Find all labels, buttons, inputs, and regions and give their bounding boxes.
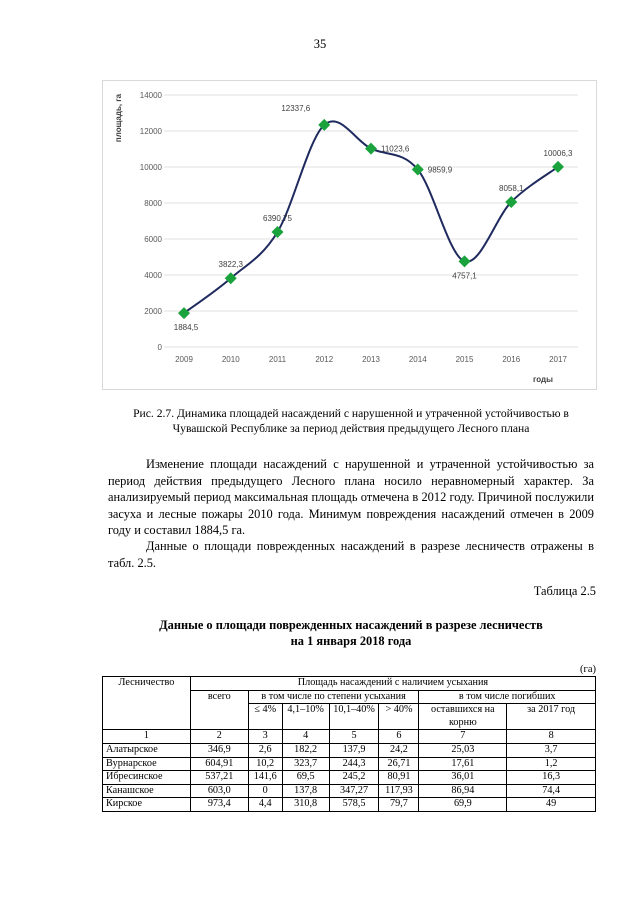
data-label: 4757,1 <box>452 271 477 281</box>
header-deg2: 4,1–10% <box>282 704 329 730</box>
chart-border <box>103 81 597 390</box>
table-cell: 603,0 <box>190 784 248 798</box>
x-tick-label: 2017 <box>549 355 567 364</box>
forestry-name: Ибресинское <box>103 771 191 785</box>
column-number-row <box>103 730 596 744</box>
table-title <box>108 617 594 649</box>
table-cell: 4,4 <box>248 798 282 812</box>
x-tick-label: 2013 <box>362 355 380 364</box>
data-label: 10006,3 <box>543 148 573 158</box>
header-deg3: 10,1–40% <box>329 704 379 730</box>
table-cell: 1,2 <box>507 757 596 771</box>
table-cell: 604,91 <box>190 757 248 771</box>
table-cell: 346,9 <box>190 743 248 757</box>
area-dynamics-chart <box>102 80 597 390</box>
column-number: 7 <box>419 730 507 744</box>
forestry-name: Вурнарское <box>103 757 191 771</box>
x-tick-label: 2014 <box>408 355 427 364</box>
table-cell: 17,61 <box>419 757 507 771</box>
table-cell: 182,2 <box>282 743 329 757</box>
column-number: 6 <box>379 730 419 744</box>
column-number: 8 <box>507 730 596 744</box>
data-label: 8058,1 <box>499 183 524 193</box>
caption-text: Динамика площадей насаждений с нарушенной и утраченной устойчивостью в Чувашской Республике за период действия предыдущего Лесного плана <box>172 407 569 435</box>
table-cell: 537,21 <box>190 771 248 785</box>
table-row <box>103 757 596 771</box>
y-tick-label: 12000 <box>139 127 162 136</box>
header-by-degree: в том числе по степени усыхания <box>248 690 419 704</box>
table-row <box>103 743 596 757</box>
table-header-row-1 <box>103 677 596 691</box>
figure-caption <box>108 407 594 436</box>
forestry-name: Канашское <box>103 784 191 798</box>
header-total: всего <box>190 690 248 730</box>
column-number: 1 <box>103 730 191 744</box>
data-label: 3822,3 <box>218 260 243 270</box>
x-tick-label: 2011 <box>268 355 287 364</box>
data-label: 1884,5 <box>173 323 199 333</box>
table-cell: 347,27 <box>329 784 379 798</box>
table-label: Таблица 2.5 <box>533 584 596 598</box>
table-cell: 117,93 <box>379 784 419 798</box>
table-cell: 137,9 <box>329 743 379 757</box>
table-cell: 141,6 <box>248 771 282 785</box>
x-tick-label: 2016 <box>502 355 521 364</box>
caption-prefix: Рис. 2.7. <box>133 407 175 420</box>
table-row <box>103 771 596 785</box>
table-cell: 310,8 <box>282 798 329 812</box>
table-row <box>103 798 596 812</box>
x-tick-label: 2015 <box>455 355 474 364</box>
y-tick-label: 6000 <box>144 235 162 244</box>
column-number: 5 <box>329 730 379 744</box>
header-deg4: > 40% <box>379 704 419 730</box>
table-cell: 80,91 <box>379 771 419 785</box>
y-tick-label: 2000 <box>144 307 162 316</box>
table-units: (га) <box>580 664 596 675</box>
column-number: 3 <box>248 730 282 744</box>
chart-svg <box>102 80 597 390</box>
data-label: 12337,6 <box>281 103 311 113</box>
header-area-group: Площадь насаждений с наличием усыхания <box>190 677 595 691</box>
header-forestry: Лесничество <box>103 677 191 730</box>
table-title-line-2: на 1 января 2018 года <box>290 634 412 648</box>
header-for-2017: за 2017 год <box>507 704 596 730</box>
data-label: 9859,9 <box>427 165 453 175</box>
table-cell: 49 <box>507 798 596 812</box>
x-tick-label: 2009 <box>175 355 193 364</box>
table-cell: 86,94 <box>419 784 507 798</box>
header-standing: оставшихся на корню <box>419 704 507 730</box>
table-cell: 3,7 <box>507 743 596 757</box>
table-cell: 25,03 <box>419 743 507 757</box>
table-cell: 323,7 <box>282 757 329 771</box>
table-cell: 24,2 <box>379 743 419 757</box>
table-cell: 2,6 <box>248 743 282 757</box>
table-cell: 244,3 <box>329 757 379 771</box>
y-axis-label: площадь, га <box>114 93 123 143</box>
table-cell: 79,7 <box>379 798 419 812</box>
table-cell: 69,9 <box>419 798 507 812</box>
x-axis-label: годы <box>533 375 553 384</box>
y-tick-label: 4000 <box>144 271 162 280</box>
table-cell: 36,01 <box>419 771 507 785</box>
paragraph-1-text: Изменение площади насаждений с нарушенной и утраченной устойчивостью за период действия предыдущего Лесного плана носило неравномерный характер. За анализируемый период максимальная площадь отмечена в 2012 году. Причиной послужили засуха и лесные пожары 2010 года. Минимум повреждения насаждений отмечен в 2009 году и составил 1884,5 га. <box>108 457 594 537</box>
paragraph-2-text: Данные о площади поврежденных насаждений в разрезе лесничеств отражены в табл. 2.5. <box>108 539 594 570</box>
y-tick-label: 0 <box>157 343 162 352</box>
column-number: 2 <box>190 730 248 744</box>
header-deg1: ≤ 4% <box>248 704 282 730</box>
table-title-line-1: Данные о площади поврежденных насаждений в разрезе лесничеств <box>159 618 543 632</box>
table-cell: 10,2 <box>248 757 282 771</box>
table-cell: 245,2 <box>329 771 379 785</box>
x-tick-label: 2010 <box>221 355 240 364</box>
paragraph-2 <box>108 538 594 571</box>
table-cell: 26,71 <box>379 757 419 771</box>
forestry-damage-table <box>102 676 596 812</box>
data-label: 11023,6 <box>381 144 410 154</box>
table-cell: 0 <box>248 784 282 798</box>
table-cell: 74,4 <box>507 784 596 798</box>
table-cell: 16,3 <box>507 771 596 785</box>
paragraph-1 <box>108 456 594 539</box>
y-tick-label: 8000 <box>144 199 162 208</box>
forestry-name: Алатырское <box>103 743 191 757</box>
table-cell: 578,5 <box>329 798 379 812</box>
data-label: 6390,75 <box>263 213 292 223</box>
table-cell: 137,8 <box>282 784 329 798</box>
x-tick-label: 2012 <box>315 355 334 364</box>
table-cell: 69,5 <box>282 771 329 785</box>
y-tick-label: 14000 <box>139 91 162 100</box>
column-number: 4 <box>282 730 329 744</box>
table-row <box>103 784 596 798</box>
header-dead-group: в том числе погибших <box>419 690 596 704</box>
forestry-name: Кирское <box>103 798 191 812</box>
page-number: 35 <box>313 37 327 51</box>
table-cell: 973,4 <box>190 798 248 812</box>
y-tick-label: 10000 <box>139 163 162 172</box>
